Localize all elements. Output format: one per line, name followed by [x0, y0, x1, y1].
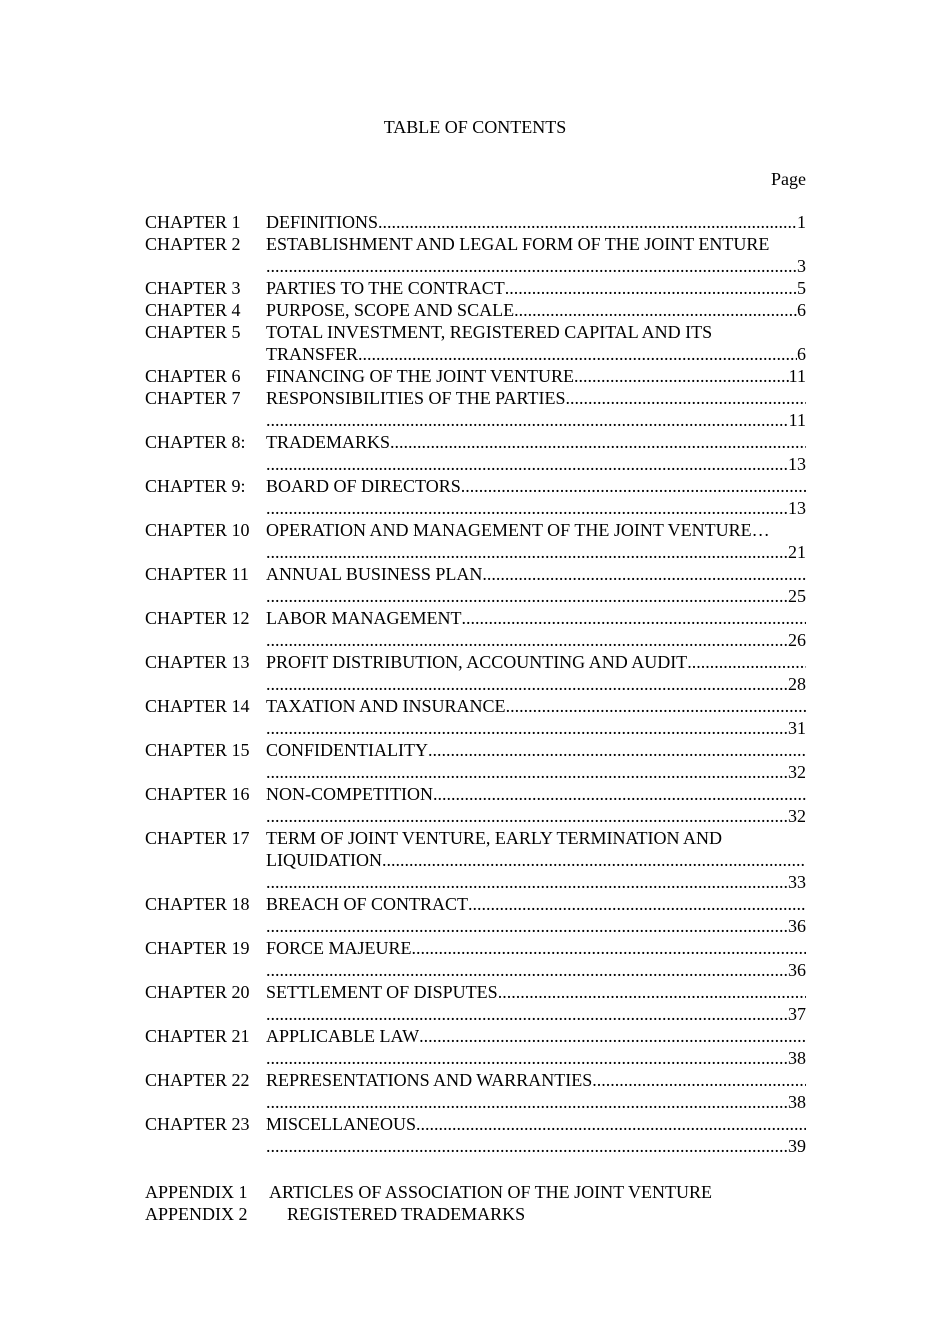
toc-entry	[145, 607, 806, 651]
dot-leader	[419, 1025, 806, 1047]
toc-entry	[145, 739, 806, 783]
page-number: 13	[788, 454, 806, 474]
chapter-number: CHAPTER 13	[145, 652, 250, 672]
toc-entry	[145, 827, 806, 893]
chapter-title-block	[266, 695, 806, 739]
chapter-title: ESTABLISHMENT AND LEGAL FORM OF THE JOINT ENTURE	[266, 234, 770, 254]
chapter-title-block	[266, 299, 806, 321]
toc-entry	[145, 233, 806, 277]
page-number: 5	[797, 278, 806, 298]
chapter-title-line	[266, 475, 806, 497]
chapter-title-line	[266, 519, 806, 541]
chapter-title-line	[266, 695, 806, 717]
chapter-title: DEFINITIONS	[266, 212, 378, 232]
toc-entry	[145, 475, 806, 519]
dot-leader	[592, 1069, 806, 1091]
toc-entry	[145, 211, 806, 233]
chapter-title-line	[266, 541, 806, 563]
toc-entry	[145, 321, 806, 365]
chapter-title: LIQUIDATION	[266, 850, 382, 870]
page-number: 33	[788, 872, 806, 892]
toc-entry	[145, 893, 806, 937]
chapter-title-line	[266, 387, 806, 409]
dot-leader	[416, 1113, 806, 1135]
dot-leader	[382, 849, 806, 871]
dot-leader	[266, 255, 797, 277]
appendix-entry	[145, 1203, 806, 1225]
chapter-number: CHAPTER 17	[145, 828, 250, 848]
toc-entry	[145, 299, 806, 321]
chapter-title-block	[266, 277, 806, 299]
dot-leader	[687, 651, 806, 673]
dot-leader	[482, 563, 806, 585]
chapter-title-block	[266, 563, 806, 607]
toc-entry	[145, 981, 806, 1025]
toc-entry	[145, 431, 806, 475]
toc-entry	[145, 1113, 806, 1157]
toc-entry	[145, 695, 806, 739]
chapter-title: MISCELLANEOUS	[266, 1114, 417, 1134]
chapter-number: CHAPTER 6	[145, 366, 241, 386]
chapter-title-line	[266, 1047, 806, 1069]
dot-leader	[358, 343, 797, 365]
dot-leader	[266, 717, 788, 739]
chapter-title: TRADEMARKS	[266, 432, 391, 452]
dot-leader	[266, 1003, 788, 1025]
page-number: 26	[788, 630, 806, 650]
chapter-number: CHAPTER 15	[145, 740, 250, 760]
dot-leader	[412, 937, 806, 959]
page-number: 6	[797, 344, 806, 364]
chapter-number: CHAPTER 4	[145, 300, 241, 320]
dot-leader	[266, 541, 788, 563]
chapter-number: CHAPTER 16	[145, 784, 250, 804]
dot-leader	[266, 409, 789, 431]
chapter-title-line	[266, 893, 806, 915]
chapter-title-line	[266, 211, 806, 233]
chapter-title: BREACH OF CONTRACT	[266, 894, 469, 914]
page-number: 38	[788, 1048, 806, 1068]
page-number: 13	[788, 498, 806, 518]
chapter-number: CHAPTER 8:	[145, 432, 246, 452]
appendix-entry	[145, 1181, 806, 1203]
chapter-number: CHAPTER 22	[145, 1070, 250, 1090]
dot-leader	[266, 585, 788, 607]
chapter-number: CHAPTER 9:	[145, 476, 246, 496]
chapter-title-block	[266, 519, 806, 563]
chapter-title-line	[266, 827, 806, 849]
chapter-number: CHAPTER 12	[145, 608, 250, 628]
chapter-title: ANNUAL BUSINESS PLAN	[266, 564, 483, 584]
chapter-title-block	[266, 365, 806, 387]
chapter-number: CHAPTER 3	[145, 278, 241, 298]
page-number: 28	[788, 674, 806, 694]
toc-entry	[145, 1025, 806, 1069]
chapter-number: CHAPTER 23	[145, 1114, 250, 1134]
chapter-title-line	[266, 453, 806, 475]
dot-leader	[498, 981, 806, 1003]
dot-leader	[266, 629, 788, 651]
dot-leader	[266, 761, 788, 783]
page-number: 37	[788, 1004, 806, 1024]
chapter-title: TAXATION AND INSURANCE	[266, 696, 506, 716]
chapter-title-line	[266, 651, 806, 673]
chapter-number: CHAPTER 10	[145, 520, 250, 540]
dot-leader	[266, 1135, 788, 1157]
page-number: 6	[797, 300, 806, 320]
chapter-title-line	[266, 1091, 806, 1113]
dot-leader	[266, 805, 788, 827]
chapter-number: CHAPTER 20	[145, 982, 250, 1002]
dot-leader	[505, 277, 797, 299]
dot-leader	[266, 1091, 788, 1113]
chapter-title-line	[266, 1025, 806, 1047]
chapter-title-block	[266, 651, 806, 695]
toc-entry	[145, 1069, 806, 1113]
chapter-number: CHAPTER 21	[145, 1026, 250, 1046]
chapter-number: CHAPTER 19	[145, 938, 250, 958]
chapter-title-line	[266, 915, 806, 937]
page-number: 31	[788, 718, 806, 738]
dot-leader	[468, 893, 806, 915]
page-number: 1	[797, 212, 806, 232]
chapter-title-line	[266, 233, 806, 255]
toc-entry	[145, 365, 806, 387]
chapter-title: FINANCING OF THE JOINT VENTURE	[266, 366, 575, 386]
appendix-title: ARTICLES OF ASSOCIATION OF THE JOINT VENTURE	[269, 1182, 712, 1202]
dot-leader	[506, 695, 806, 717]
page-number: 38	[788, 1092, 806, 1112]
chapter-title-line	[266, 607, 806, 629]
chapter-title: FORCE MAJEURE	[266, 938, 412, 958]
chapter-number: CHAPTER 2	[145, 234, 241, 254]
document-title: TABLE OF CONTENTS	[383, 117, 567, 137]
chapter-title-line	[266, 959, 806, 981]
chapter-title-line	[266, 871, 806, 893]
chapter-title-line	[266, 321, 806, 343]
dot-leader	[433, 783, 806, 805]
appendix-number: APPENDIX 1	[145, 1182, 248, 1202]
page-number: 32	[788, 806, 806, 826]
chapter-title-block	[266, 211, 806, 233]
chapter-title-line	[266, 277, 806, 299]
toc-entry	[145, 387, 806, 431]
chapter-title: LABOR MANAGEMENT	[266, 608, 462, 628]
chapter-title-line	[266, 585, 806, 607]
dot-leader	[266, 497, 788, 519]
page-number: 11	[788, 366, 806, 386]
page-number: 11	[788, 410, 806, 430]
chapter-title: NON-COMPETITION	[266, 784, 433, 804]
chapter-title: PROFIT DISTRIBUTION, ACCOUNTING AND AUDIT	[266, 652, 688, 672]
chapter-title: TOTAL INVESTMENT, REGISTERED CAPITAL AND ITS	[266, 322, 713, 342]
toc-entry	[145, 563, 806, 607]
chapter-title-line	[266, 1069, 806, 1091]
chapter-title: RESPONSIBILITIES OF THE PARTIES	[266, 388, 566, 408]
chapter-title-line	[266, 563, 806, 585]
chapter-title: PARTIES TO THE CONTRACT	[266, 278, 505, 298]
chapter-title-block	[266, 937, 806, 981]
page-number: 36	[788, 960, 806, 980]
toc-entry	[145, 277, 806, 299]
chapter-title-line	[266, 497, 806, 519]
chapter-title: CONFIDENTIALITY	[266, 740, 428, 760]
chapter-number: CHAPTER 14	[145, 696, 250, 716]
chapter-title-line	[266, 849, 806, 871]
chapter-title-block	[266, 431, 806, 475]
chapter-title-block	[266, 387, 806, 431]
page-number: 25	[788, 586, 806, 606]
chapter-title-line	[266, 1113, 806, 1135]
chapter-title-line	[266, 673, 806, 695]
dot-leader	[390, 431, 806, 453]
page-number: 21	[788, 542, 806, 562]
dot-leader	[266, 959, 788, 981]
chapter-title-line	[266, 431, 806, 453]
chapter-title-line	[266, 1003, 806, 1025]
chapter-title-block	[266, 1025, 806, 1069]
page-number: 32	[788, 762, 806, 782]
dot-leader	[514, 299, 797, 321]
dot-leader	[565, 387, 806, 409]
page-number: 36	[788, 916, 806, 936]
dot-leader	[266, 453, 788, 475]
chapter-title-line	[266, 1135, 806, 1157]
chapter-title-block	[266, 827, 806, 893]
chapter-title-line	[266, 343, 806, 365]
chapter-title-block	[266, 1113, 806, 1157]
chapter-title-line	[266, 717, 806, 739]
chapter-title-line	[266, 739, 806, 761]
chapter-title-line	[266, 783, 806, 805]
page-number: 3	[797, 256, 806, 276]
dot-leader	[266, 871, 788, 893]
toc-entry	[145, 519, 806, 563]
chapter-title: PURPOSE, SCOPE AND SCALE	[266, 300, 515, 320]
toc-entry	[145, 937, 806, 981]
dot-leader	[461, 475, 806, 497]
chapter-title-block	[266, 607, 806, 651]
chapter-title: REPRESENTATIONS AND WARRANTIES	[266, 1070, 593, 1090]
dot-leader	[266, 673, 788, 695]
dot-leader	[574, 365, 789, 387]
appendix-title: REGISTERED TRADEMARKS	[287, 1204, 526, 1224]
dot-leader	[428, 739, 806, 761]
dot-leader	[266, 1047, 788, 1069]
chapter-title: APPLICABLE LAW	[266, 1026, 420, 1046]
chapter-title-block	[266, 475, 806, 519]
toc-entry	[145, 651, 806, 695]
chapter-title: BOARD OF DIRECTORS	[266, 476, 461, 496]
chapter-title-line	[266, 365, 806, 387]
chapter-title-line	[266, 981, 806, 1003]
dot-leader	[462, 607, 807, 629]
chapter-title-block	[266, 981, 806, 1025]
chapter-title: TERM OF JOINT VENTURE, EARLY TERMINATION AND	[266, 828, 723, 848]
chapter-title-block	[266, 893, 806, 937]
table-of-contents	[145, 211, 806, 1157]
toc-entry	[145, 783, 806, 827]
chapter-title-line	[266, 937, 806, 959]
chapter-number: CHAPTER 11	[145, 564, 249, 584]
chapter-number: CHAPTER 1	[145, 212, 241, 232]
dot-leader	[266, 915, 788, 937]
chapter-title: TRANSFER	[266, 344, 359, 364]
dot-leader	[378, 211, 797, 233]
chapter-title-line	[266, 409, 806, 431]
chapter-title-line	[266, 761, 806, 783]
chapter-number: CHAPTER 5	[145, 322, 241, 342]
chapter-title-block	[266, 233, 806, 277]
appendix-number: APPENDIX 2	[145, 1204, 248, 1224]
chapter-title-line	[266, 805, 806, 827]
chapter-title-block	[266, 1069, 806, 1113]
chapter-title-block	[266, 783, 806, 827]
page-column-label: Page	[771, 169, 806, 189]
chapter-title: SETTLEMENT OF DISPUTES	[266, 982, 498, 1002]
chapter-title-line	[266, 299, 806, 321]
chapter-title: OPERATION AND MANAGEMENT OF THE JOINT VENTURE…	[266, 520, 770, 540]
chapter-title-line	[266, 629, 806, 651]
chapter-number: CHAPTER 7	[145, 388, 241, 408]
chapter-number: CHAPTER 18	[145, 894, 250, 914]
chapter-title-line	[266, 255, 806, 277]
page-number: 39	[788, 1136, 806, 1156]
chapter-title-block	[266, 321, 806, 365]
chapter-title-block	[266, 739, 806, 783]
